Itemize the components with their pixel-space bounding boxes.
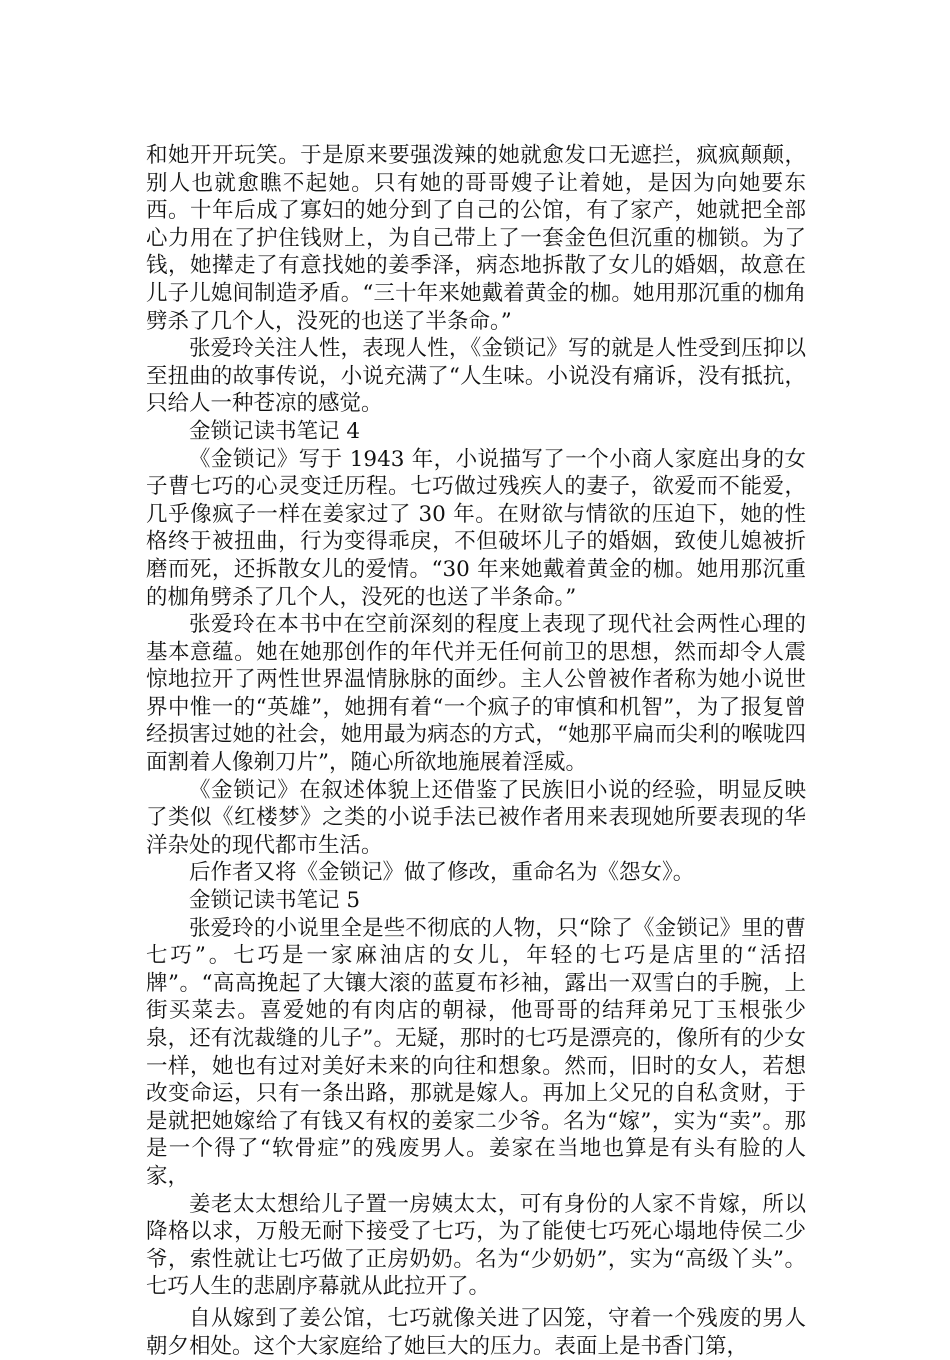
paragraph: 后作者又将《金锁记》做了修改，重命名为《怨女》。 xyxy=(189,860,695,886)
section-heading: 金锁记读书笔记 5 xyxy=(189,888,361,914)
section-heading: 金锁记读书笔记 4 xyxy=(189,418,361,444)
paragraph: 张爱玲的小说里全是些不彻底的人物，只“除了《金锁记》里的曹七巧”。七巧是一家麻油店的女儿，年轻的七巧是店里的“活招牌”。“高高挽起了大镶大滚的蓝夏布衫袖，露出一双雪白的手腕，上街买菜去。喜爱她的有肉店的朝禄，他哥哥的结拜弟兄丁玉根张少泉，还有沈裁缝的儿子”。无疑，那时的七巧是漂亮的，像所有的少女一样，她也有过对美好未来的向往和想象。然而，旧时的女人，若想改变命运，只有一条出路，那就是嫁人。再加上父兄的自私贪财，于是就把她嫁给了有钱又有权的姜家二少爷。名为“嫁”，实为“卖”。那是一个得了“软骨症”的残废男人。姜家在当地也算是有头有脸的人家， xyxy=(146,915,806,1189)
paragraph: 《金锁记》写于 1943 年，小说描写了一个小商人家庭出身的女子曹七巧的心灵变迁历程。七巧做过残疾人的妻子，欲爱而不能爱，几乎像疯子一样在姜家过了 30 年。在财欲与情欲的压迫下，她的性格终于被扭曲，行为变得乖戾，不但破坏儿子的婚姻，致使儿媳被折磨而死，还拆散女儿的爱情。“30 年来她戴着黄金的枷。她用那沉重的枷角劈杀了几个人，没死的也送了半条命。” xyxy=(146,446,806,610)
document-page xyxy=(146,142,806,1360)
paragraph: 姜老太太想给儿子置一房姨太太，可有身份的人家不肯嫁，所以降格以求，万般无耐下接受了七巧，为了能使七巧死心塌地侍侯二少爷，索性就让七巧做了正房奶奶。名为“少奶奶”，实为“高级丫头”。七巧人生的悲剧序幕就从此拉开了。 xyxy=(146,1191,806,1300)
paragraph: 张爱玲在本书中在空前深刻的程度上表现了现代社会两性心理的基本意蕴。她在她那创作的年代并无任何前卫的思想，然而却令人震惊地拉开了两性世界温情脉脉的面纱。主人公曾被作者称为她小说世界中惟一的“英雄”，她拥有着“一个疯子的审慎和机智”，为了报复曾经损害过她的社会，她用最为病态的方式，“她那平扁而尖利的喉咙四面割着人像剃刀片”，随心所欲地施展着淫威。 xyxy=(146,612,807,776)
paragraph: 和她开开玩笑。于是原来要强泼辣的她就愈发口无遮拦，疯疯颠颠，别人也就愈瞧不起她。只有她的哥哥嫂子让着她，是因为向她要东西。十年后成了寡妇的她分到了自己的公馆，有了家产，她就把全部心力用在了护住钱财上，为自己带上了一套金色但沉重的枷锁。为了钱，她撵走了有意找她的姜季泽，病态地拆散了女儿的婚姻，故意在儿子儿媳间制造矛盾。“三十年来她戴着黄金的枷。她用那沉重的枷角劈杀了几个人，没死的也送了半条命。” xyxy=(146,143,806,334)
paragraph: 自从嫁到了姜公馆，七巧就像关进了囚笼，守着一个残废的男人朝夕相处。这个大家庭给了她巨大的压力。表面上是书香门第， xyxy=(146,1305,806,1359)
paragraph: 《金锁记》在叙述体貌上还借鉴了民族旧小说的经验，明显反映了类似《红楼梦》之类的小说手法已被作者用来表现她所要表现的华洋杂处的现代都市生活。 xyxy=(146,777,806,858)
paragraph: 张爱玲关注人性，表现人性，《金锁记》写的就是人性受到压抑以至扭曲的故事传说，小说充满了“人生味。小说没有痛诉，没有抵抗，只给人一种苍凉的感觉。 xyxy=(146,336,806,417)
